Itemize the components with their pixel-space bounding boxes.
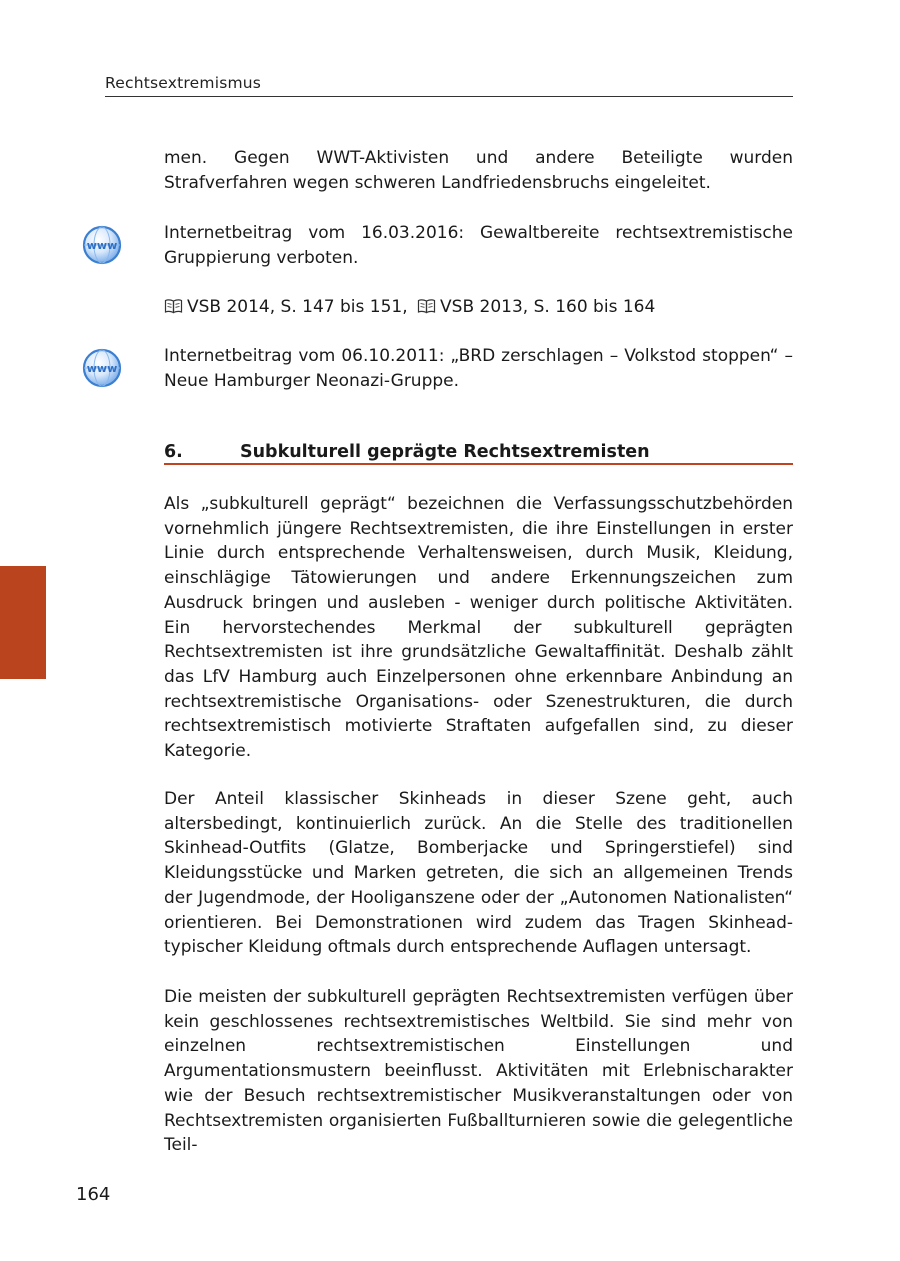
www-globe-icon[interactable] [82,348,122,388]
section-paragraph-1 [164,492,793,764]
body-paragraph: Als „subkulturell geprägt“ bezeichnen die Verfassungsschutzbehörden vornehmlich jüngere Rechtsextremisten, die ihre Einstellungen in erster Linie durch entsprechende Verhaltensweisen, durch Musik, Kleidung, einschlägige Tätowierungen und andere Erkennungszeichen zum Ausdruck bringen und ausleben - weniger durch politische Aktivitäten. Ein hervorstechendes Merkmal der subkulturell geprägten Rechtsextremisten ist ihre grundsätzliche Gewaltaffinität. Deshalb zählt das LfV Hamburg auch Einzelpersonen ohne erkennbare Anbindung an rechtsextremistische Organisations- oder Szenestrukturen, die durch rechtsextremistisch motivierte Straftaten aufgefallen sind, zu dieser Kategorie. [164,494,793,762]
paragraph-continuation [164,146,793,195]
paragraph-text: men. Gegen WWT-Aktivisten und andere Beteiligte wurden Strafverfahren wegen schweren Landfriedensbruchs eingeleitet. [164,148,793,193]
page-number: 164 [76,1184,111,1205]
reference-line [164,295,793,322]
section-number: 6. [164,442,183,462]
body-paragraph: Die meisten der subkulturell geprägten Rechtsextremisten verfügen über kein geschlossenes rechtsextremistisches Weltbild. Sie sind mehr von einzelnen rechtsextremistischen Einstellungen und Argumentationsmustern beeinflusst. Aktivitäten mit Erlebnischarakter wie der Besuch rechtsextremistischer Musikveranstaltungen oder von Rechtsextremisten organisierten Fußballturnieren sowie die gelegentliche Teil- [164,987,793,1156]
body-paragraph: Der Anteil klassischer Skinheads in dieser Szene geht, auch altersbedingt, kontinuierlich zurück. An die Stelle des traditionellen Skinhead-Outfits (Glatze, Bomberjacke und Springerstiefel) sind Kleidungsstücke und Marken getreten, die sich an allgemeinen Trends der Jugendmode, der Hooliganszene oder der „Autonomen Nationalisten“ orientieren. Bei Demonstrationen wird zudem das Tragen Skinhead-typischer Kleidung oftmals durch entsprechende Auflagen untersagt. [164,789,793,958]
section-heading [164,442,793,465]
www-label: www [86,239,118,252]
book-icon [164,297,183,322]
section-paragraph-3 [164,985,793,1158]
section-paragraph-2 [164,787,793,960]
www-globe-icon[interactable] [82,225,122,265]
reference-vsb-2013: VSB 2013, S. 160 bis 164 [440,297,656,317]
web-note-text: Internetbeitrag vom 06.10.2011: „BRD zerschlagen – Volkstod stoppen“ – Neue Hamburger Neonazi-Gruppe. [164,346,793,391]
web-note-2 [164,344,793,393]
book-icon [417,297,436,322]
web-note-text: Internetbeitrag vom 16.03.2016: Gewaltbereite rechtsextremistische Gruppierung verboten. [164,223,793,268]
reference-vsb-2014: VSB 2014, S. 147 bis 151, [187,297,408,317]
section-title: Subkulturell geprägte Rechtsextremisten [240,442,650,462]
running-head: Rechtsextremismus [105,74,793,97]
www-label: www [86,362,118,375]
web-note-1 [164,221,793,270]
chapter-side-tab [0,566,46,679]
